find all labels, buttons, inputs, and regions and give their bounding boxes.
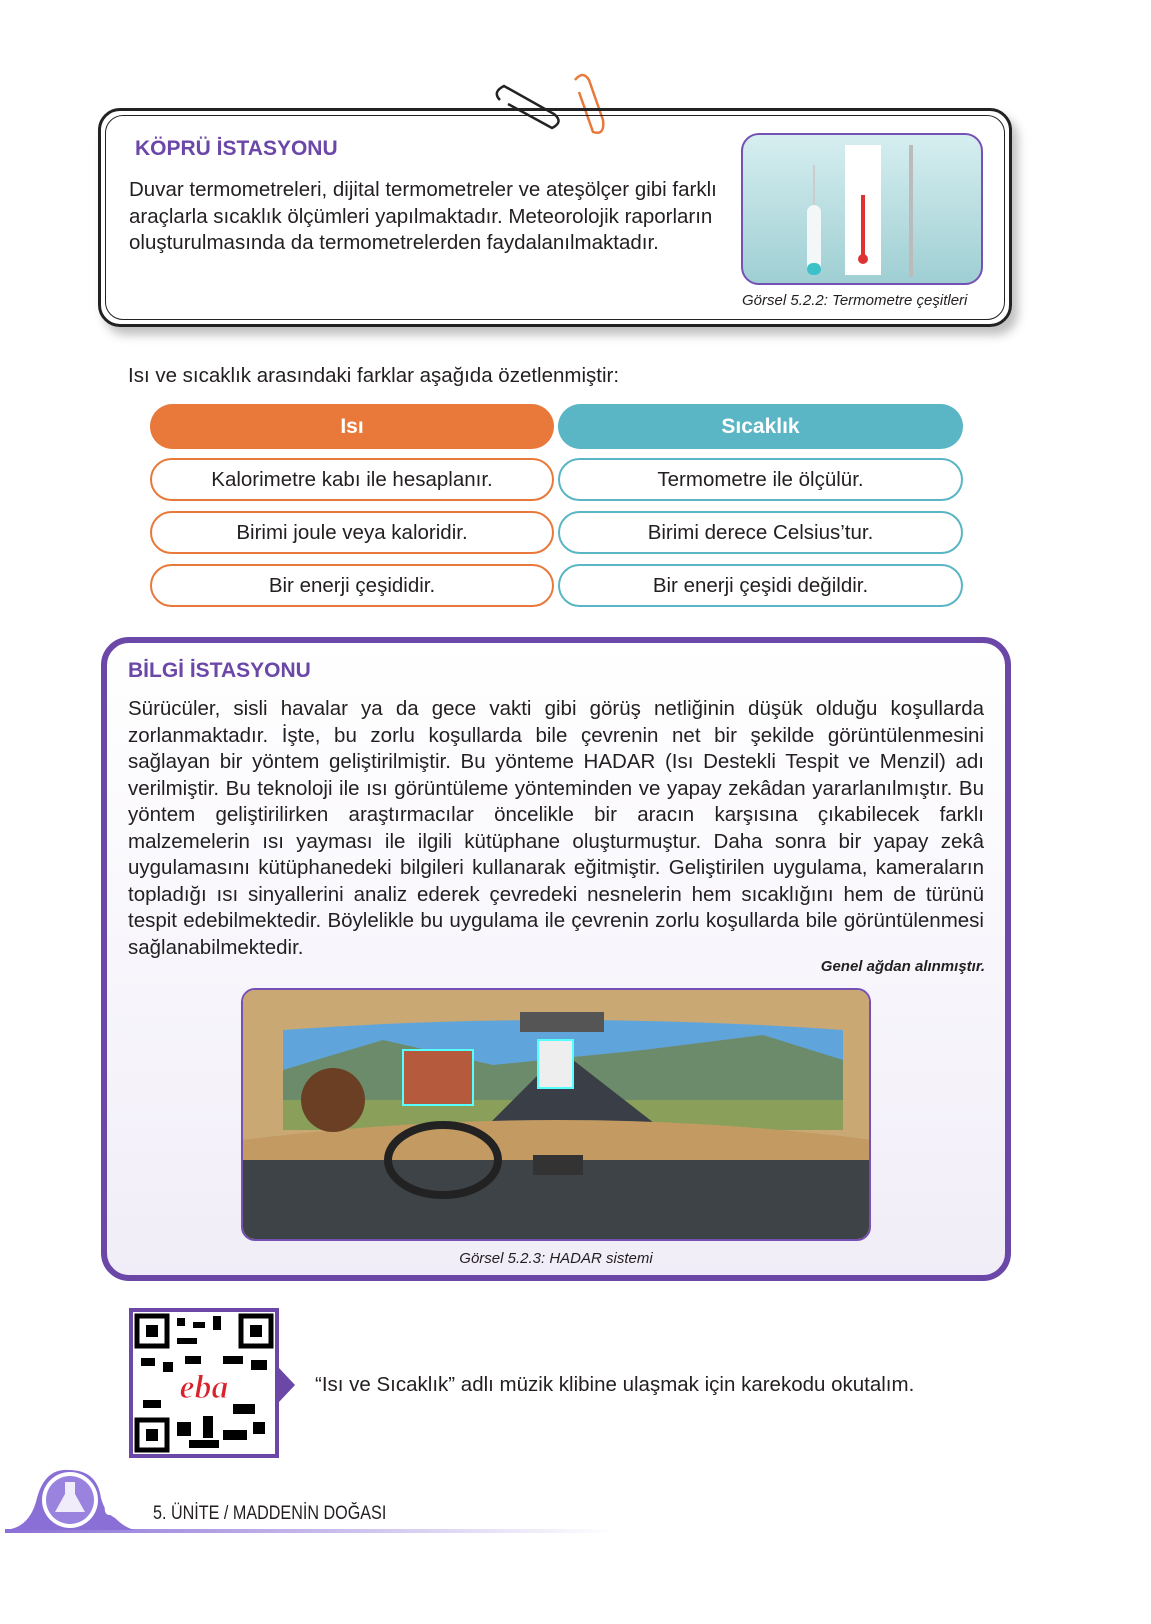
header-isi: Isı (150, 404, 554, 449)
qr-text: “Isı ve Sıcaklık” adlı müzik klibine ulaşmak için karekodu okutalım. (315, 1373, 915, 1396)
bilgi-text: Sürücüler, sisli havalar ya da gece vakti gibi görüş netliğinin düşük olduğu koşullarda zorlanmaktadır. İşte, bu zorlu koşullarda bile çevrenin net bir şekilde görüntülenmesini sağlayan bir yöntem geliştirilmiştir. Bu yönteme HADAR (Isı Destekli Tespit ve Menzil) adı verilmiştir. Bu teknoloji ile ısı görüntüleme yönteminden ve yapay zekâdan yararlanılmıştır. Bu yöntem geliştirilirken araştırmacılar öncelikle bir aracın karşısına çıkabilecek farklı malzemelerin ısı yayması ile ilgili kütüphane oluşturmuştur. Daha sonra bir yapay zekâ uygulamasını kütüphanedeki bilgileri kullanarak eğitmiştir. Geliştirilen uygulama, kameraların topladığı ısı sinyallerini analiz ederek çevredeki nesnelerin hem sıcaklığını hem de türünü tespit edebilmektedir. Böylelikle bu uygulama ile çevrenin zorlu koşullarda bile görüntülenmesi sağlanabilmektedir. (128, 697, 984, 959)
page-number: 68 (104, 1498, 127, 1520)
kopru-text: Duvar termometreleri, dijital termometreler ve ateşölçer gibi farklı araçlarla sıcaklık ölçümleri yapılmaktadır. Meteorolojik raporların oluşturulmasında da termometrelerden faydalanılmaktadır. (129, 178, 717, 254)
kopru-title: KÖPRÜ İSTASYONU (135, 137, 338, 160)
sicaklik-cell: Birimi derece Celsius’tur. (558, 511, 963, 554)
qr-code[interactable] (129, 1308, 279, 1458)
sicaklik-cell: Termometre ile ölçülür. (558, 458, 963, 501)
kopru-caption: Görsel 5.2.2: Termometre çeşitleri (742, 292, 968, 309)
isi-cell: Birimi joule veya kaloridir. (150, 511, 554, 554)
unit-title: 5. ÜNİTE / MADDENİN DOĞASI (153, 1503, 387, 1524)
bilgi-title: BİLGİ İSTASYONU (128, 659, 311, 682)
isi-cell: Kalorimetre kabı ile hesaplanır. (150, 458, 554, 501)
sicaklik-cell: Bir enerji çeşidi değildir. (558, 564, 963, 607)
hadar-car-image (241, 988, 871, 1241)
header-sicaklik: Sıcaklık (558, 404, 963, 449)
thermometers-image (741, 133, 983, 285)
svg-text:eba: eba (179, 1369, 229, 1406)
intro-text: Isı ve sıcaklık arasındaki farklar aşağıda özetlenmiştir: (128, 364, 620, 387)
pointer-arrow-icon (279, 1368, 295, 1402)
source-note: Genel ağdan alınmıştır. (820, 958, 985, 975)
isi-cell: Bir enerji çeşididir. (150, 564, 554, 607)
hadar-caption: Görsel 5.2.3: HADAR sistemi (459, 1250, 653, 1267)
